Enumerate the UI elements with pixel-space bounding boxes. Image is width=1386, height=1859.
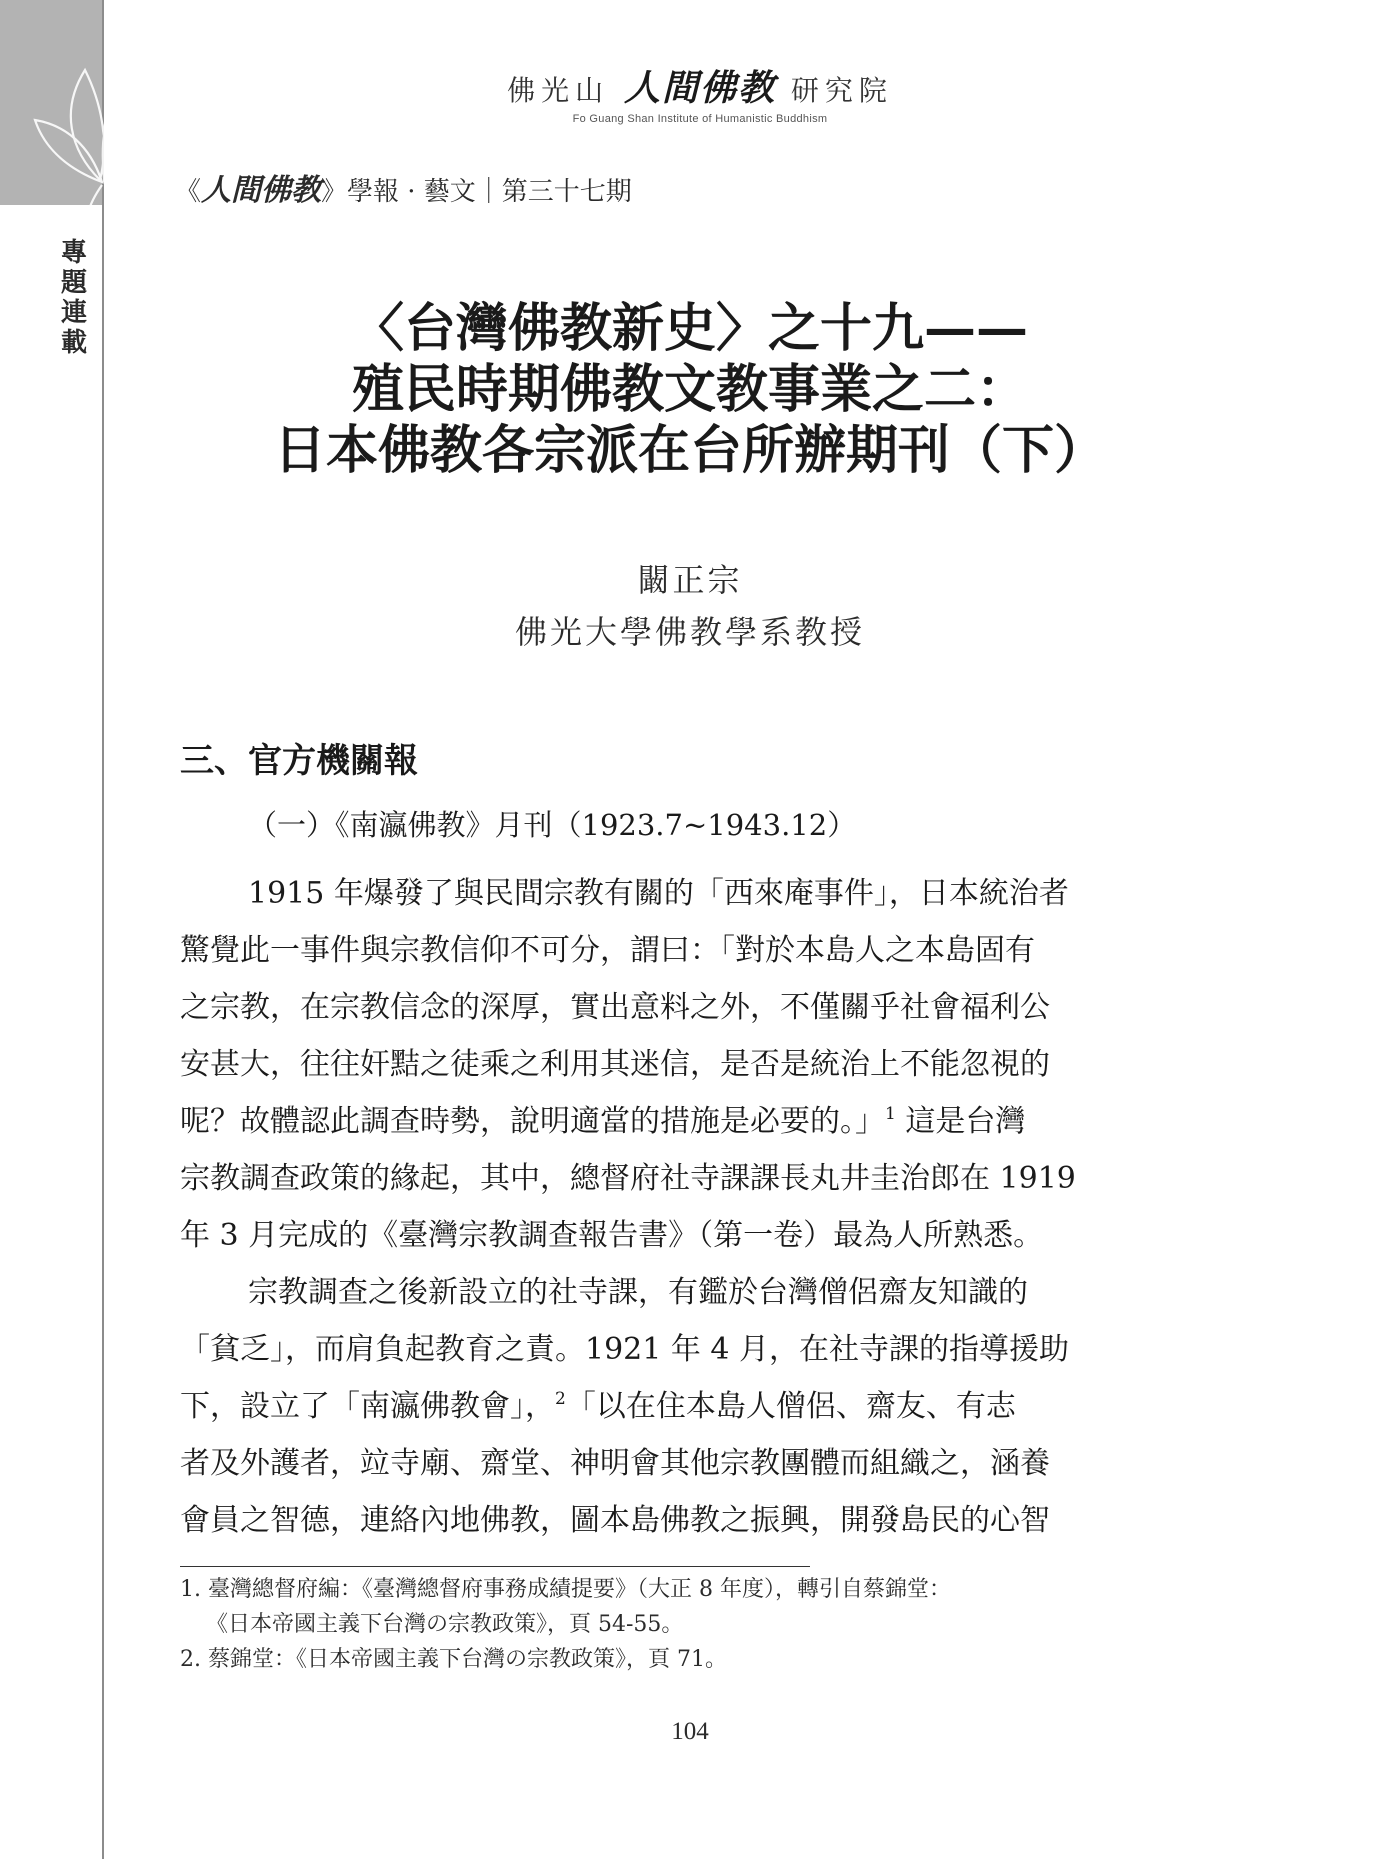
section-char: 連 — [60, 298, 87, 328]
side-rule — [102, 0, 104, 1859]
institute-english-name: Fo Guang Shan Institute of Humanistic Buddhism — [572, 113, 828, 125]
section-char: 專 — [60, 238, 87, 268]
text-line — [180, 1378, 1165, 1435]
title-line: 〈台灣佛教新史〉之十九—— — [351, 298, 1028, 359]
footnote-1: 1. 臺灣總督府編：《臺灣總督府事務成績提要》（大正 8 年度），轉引自蔡錦堂： — [180, 1577, 951, 1602]
text-segment: 下，設立了「南瀛佛教會」， — [180, 1389, 555, 1424]
text-line: 宗教調查之後新設立的社寺課，有鑑於台灣僧侶齋友知識的 — [248, 1275, 1028, 1310]
title-line: 殖民時期佛教文教事業之二： — [351, 359, 1028, 420]
text-segment: 呢？故體認此調查時勢，說明適當的措施是必要的。」 — [180, 1104, 885, 1139]
institute-prefix: 佛光山 — [507, 74, 610, 107]
section-subheading: （一）《南瀛佛教》月刊（1923.7~1943.12） — [248, 808, 857, 842]
text-line: 「貧乏」，而肩負起教育之責。1921 年 4 月，在社寺課的指導援助 — [180, 1332, 1070, 1367]
page-number: 104 — [671, 1718, 709, 1745]
institute-suffix: 研究院 — [790, 74, 893, 107]
institute-logo: 人間佛教 — [623, 67, 776, 109]
article-body — [180, 865, 1165, 1549]
text-line: 年 3 月完成的《臺灣宗教調查報告書》（第一卷）最為人所熟悉。 — [180, 1218, 1044, 1253]
text-line: 之宗教，在宗教信念的深厚，實出意料之外，不僅關乎社會福利公 — [180, 990, 1050, 1025]
title-line: 日本佛教各宗派在台所辦期刊（下） — [273, 420, 1106, 481]
text-line: 安甚大，往往奸黠之徒乘之利用其迷信，是否是統治上不能忽視的 — [180, 1047, 1050, 1082]
article-title — [150, 298, 1230, 481]
text-segment: 「以在住本島人僧侶、齋友、有志 — [565, 1389, 1016, 1424]
footnotes — [180, 1572, 1170, 1677]
section-char: 載 — [60, 328, 87, 358]
footnote-2: 2. 蔡錦堂：《日本帝國主義下台灣の宗教政策》，頁 71。 — [180, 1647, 727, 1672]
footnote-1-continued: 《日本帝國主義下台灣の宗教政策》，頁 54-55。 — [206, 1612, 684, 1637]
institute-header — [450, 60, 950, 125]
footnote-divider — [180, 1566, 810, 1567]
section-heading: 三、官方機關報 — [180, 741, 418, 781]
journal-running-header — [175, 165, 632, 209]
text-line — [180, 1093, 1165, 1150]
author-affiliation: 佛光大學佛教學系教授 — [514, 613, 865, 651]
text-line: 者及外護者，竝寺廟、齋堂、神明會其他宗教團體而組織之，涵養 — [180, 1446, 1050, 1481]
section-label-vertical — [54, 238, 94, 358]
text-line: 宗教調查政策的緣起，其中，總督府社寺課課長丸井圭治郎在 1919 — [180, 1161, 1076, 1196]
footnote-ref-1[interactable]: 1 — [885, 1104, 896, 1124]
journal-bracket-open: 《 — [175, 177, 202, 207]
footnote-ref-2[interactable]: 2 — [555, 1389, 566, 1409]
section-char: 題 — [60, 268, 87, 298]
journal-issue: 》學報 · 藝文｜第三十七期 — [321, 177, 632, 207]
text-line: 1915 年爆發了與民間宗教有關的「西來庵事件」，日本統治者 — [248, 876, 1069, 911]
text-segment: 這是台灣 — [895, 1104, 1026, 1139]
text-line: 會員之智德，連絡內地佛教，圖本島佛教之振興，開發島民的心智 — [180, 1503, 1050, 1538]
author-name: 闞正宗 — [637, 561, 743, 599]
text-line: 驚覺此一事件與宗教信仰不可分，謂曰：「對於本島人之本島固有 — [180, 933, 1035, 968]
journal-logo: 人間佛教 — [201, 173, 322, 208]
